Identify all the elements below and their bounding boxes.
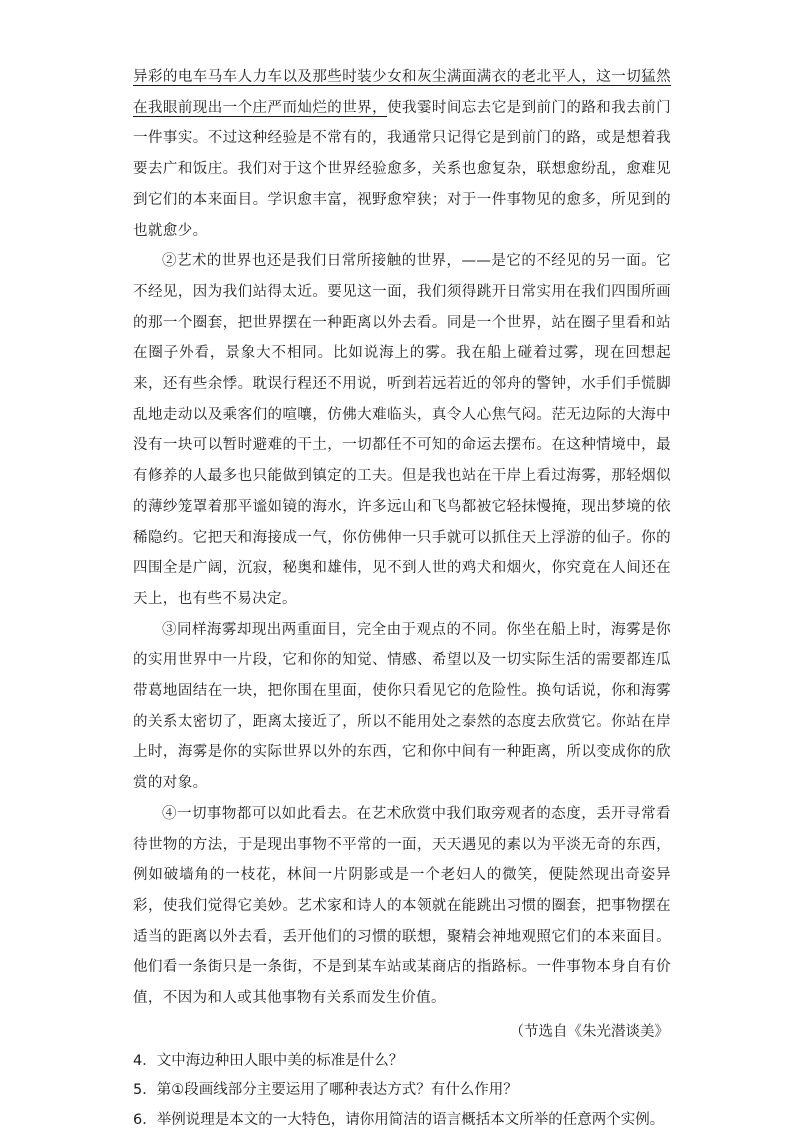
question-5: 5．第①段画线部分主要运用了哪种表达方式？有什么作用？ (133, 1082, 518, 1099)
question-6: 6．举例说理是本文的一大特色，请你用简洁的语言概括本文所举的任意两个实例。 (133, 1111, 665, 1128)
paragraph-2: ②艺术的世界也还是我们日常所接触的世界，——是它的不经见的另一面。它不经见，因为我们站得太近。要见这一面，我们须得跳开日常实用在我们四围所画的那一个圈套，把世界摆在一种距离以外去看。同是一个世界，站在圈子里看和站在圈子外看，景象大不相同。比如说海上的雾。我在船上碰着过雾，现在回想起来，还有些余悸。耽误行程还不用说，听到若远若近的邻舟的警钟，水手们手慌脚乱地走动以及乘客们的喧嚷，仿佛大难临头，真令人心焦气闷。茫无边际的大海中没有一块可以暂时避难的干土，一切都任不可知的命运去摆布。在这种情境中，最有修养的人最多也只能做到镇定的工夫。但是我也站在干岸上看过海雾，那轻烟似的薄纱笼罩着那平谧如镜的海水，许多远山和飞鸟都被它轻抹慢掩，现出梦境的依稀隐约。它把天和海接成一气，你仿佛伸一只手就可以抓住天上浮游的仙子。你的四围全是广阔，沉寂，秘奥和雄伟，见不到人世的鸡犬和烟火，你究竟在人间还在天上，也有些不易决定。 (133, 253, 671, 607)
passage (133, 62, 671, 1014)
underlined-sentence: 异彩的电车马车人力车以及那些时装少女和灰尘满面满衣的老北平人，这一切猛然在我眼前现出一个庄严而灿烂的世界， (133, 69, 671, 116)
source-citation: （节选自《朱光潜谈美》 (509, 1023, 669, 1040)
paragraph-1-rest: 使我霎时间忘去它是到前门的路和我去前门一件事实。不过这种经验是不常有的，我通常只记得它是到前门的路，或是想着我要去广和饭庄。我们对于这个世界经验愈多，关系也愈复杂，联想愈纷乱，愈难见到它们的本来面目。学识愈丰富，视野愈窄狭；对于一件事物见的愈多，所见到的也就愈少。 (133, 99, 671, 239)
question-list (133, 1047, 671, 1135)
question-4: 4．文中海边种田人眼中美的标准是什么？ (133, 1052, 404, 1069)
paragraph-3: ③同样海雾却现出两重面目，完全由于观点的不同。你坐在船上时，海雾是你的实用世界中一片段，它和你的知觉、情感、希望以及一切实际生活的需要都连瓜带葛地固结在一块，把你围在里面，使你只看见它的危险性。换句话说，你和海雾的关系太密切了，距离太接近了，所以不能用处之泰然的态度去欣赏它。你站在岸上时，海雾是你的实际世界以外的东西，它和你中间有一种距离，所以变成你的欣赏的对象。 (133, 621, 671, 792)
paragraph-4: ④一切事物都可以如此看去。在艺术欣赏中我们取旁观者的态度，丢开寻常看待世物的方法，于是现出事物不平常的一面，天天遇见的素以为平淡无奇的东西，例如破墙角的一枝花，林间一片阴影或是一个老妇人的微笑，便陡然现出奇姿异彩，使我们觉得它美妙。艺术家和诗人的本领就在能跳出习惯的圈套，把事物摆在适当的距离以外去看，丢开他们的习惯的联想，聚精会神地观照它们的本来面目。他们看一条街只是一条街，不是到某车站或某商店的指路标。一件事物本身自有价值，不因为和人或其他事物有关系而发生价值。 (133, 805, 671, 1007)
paragraph-1 (133, 62, 671, 246)
document-page (133, 62, 671, 1135)
